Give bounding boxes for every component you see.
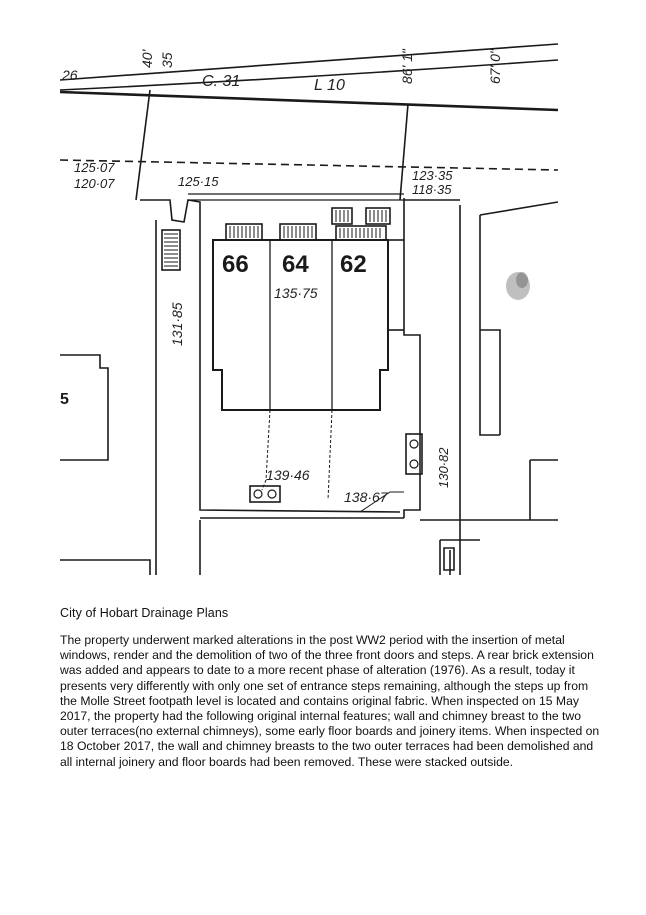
level-130-82: 130·82 [436, 447, 451, 488]
drainage-plan-svg [60, 40, 558, 575]
house-number-64: 64 [282, 251, 309, 278]
level-138-67: 138·67 [344, 489, 388, 505]
level-131-85: 131·85 [169, 302, 185, 346]
label-67: 67' 0" [487, 49, 503, 84]
house-number-62: 62 [340, 251, 367, 278]
label-top-left: 26 [62, 67, 78, 83]
label-l10: L 10 [314, 77, 345, 94]
label-angle-35: 35 [159, 52, 175, 68]
label-angle-40: 40' [139, 49, 155, 68]
level-139-46: 139·46 [266, 467, 310, 483]
body-paragraph: The property underwent marked alterations in the post WW2 period with the insertion of metal windows, render and the demolition of two of the three front doors and steps. A rear brick extension was added and appears to date to a more recent phase of alteration (1976). As a result, today it presents very differently with only one set of entrance steps remaining, although the steps up from the Molle Street footpath level is located and contains original fabric. When inspected on 15 May 2017, the property had the following original internal features; wall and chimney breast to the two outer terraces(no external chimneys), some early floor boards and joinery items. When inspected on 18 October 2017, the wall and chimney breasts to the two outer terraces had been demolished and all internal joinery and floor boards had been removed. These were stacked outside. [60, 633, 600, 769]
level-120-07: 120·07 [74, 176, 115, 191]
house-number-66: 66 [222, 251, 249, 278]
level-125-07: 125·07 [74, 160, 115, 175]
level-135-75: 135·75 [274, 285, 318, 301]
label-c31: C. 31 [202, 73, 241, 90]
figure-caption: City of Hobart Drainage Plans [60, 606, 229, 620]
level-118-35: 118·35 [412, 182, 452, 197]
drainage-plan-drawing [60, 40, 558, 575]
neighbour-number: 5 [60, 391, 69, 408]
label-86: 86' 1" [399, 49, 415, 84]
level-123-35: 123·35 [412, 168, 453, 183]
level-125-15: 125·15 [178, 174, 219, 189]
